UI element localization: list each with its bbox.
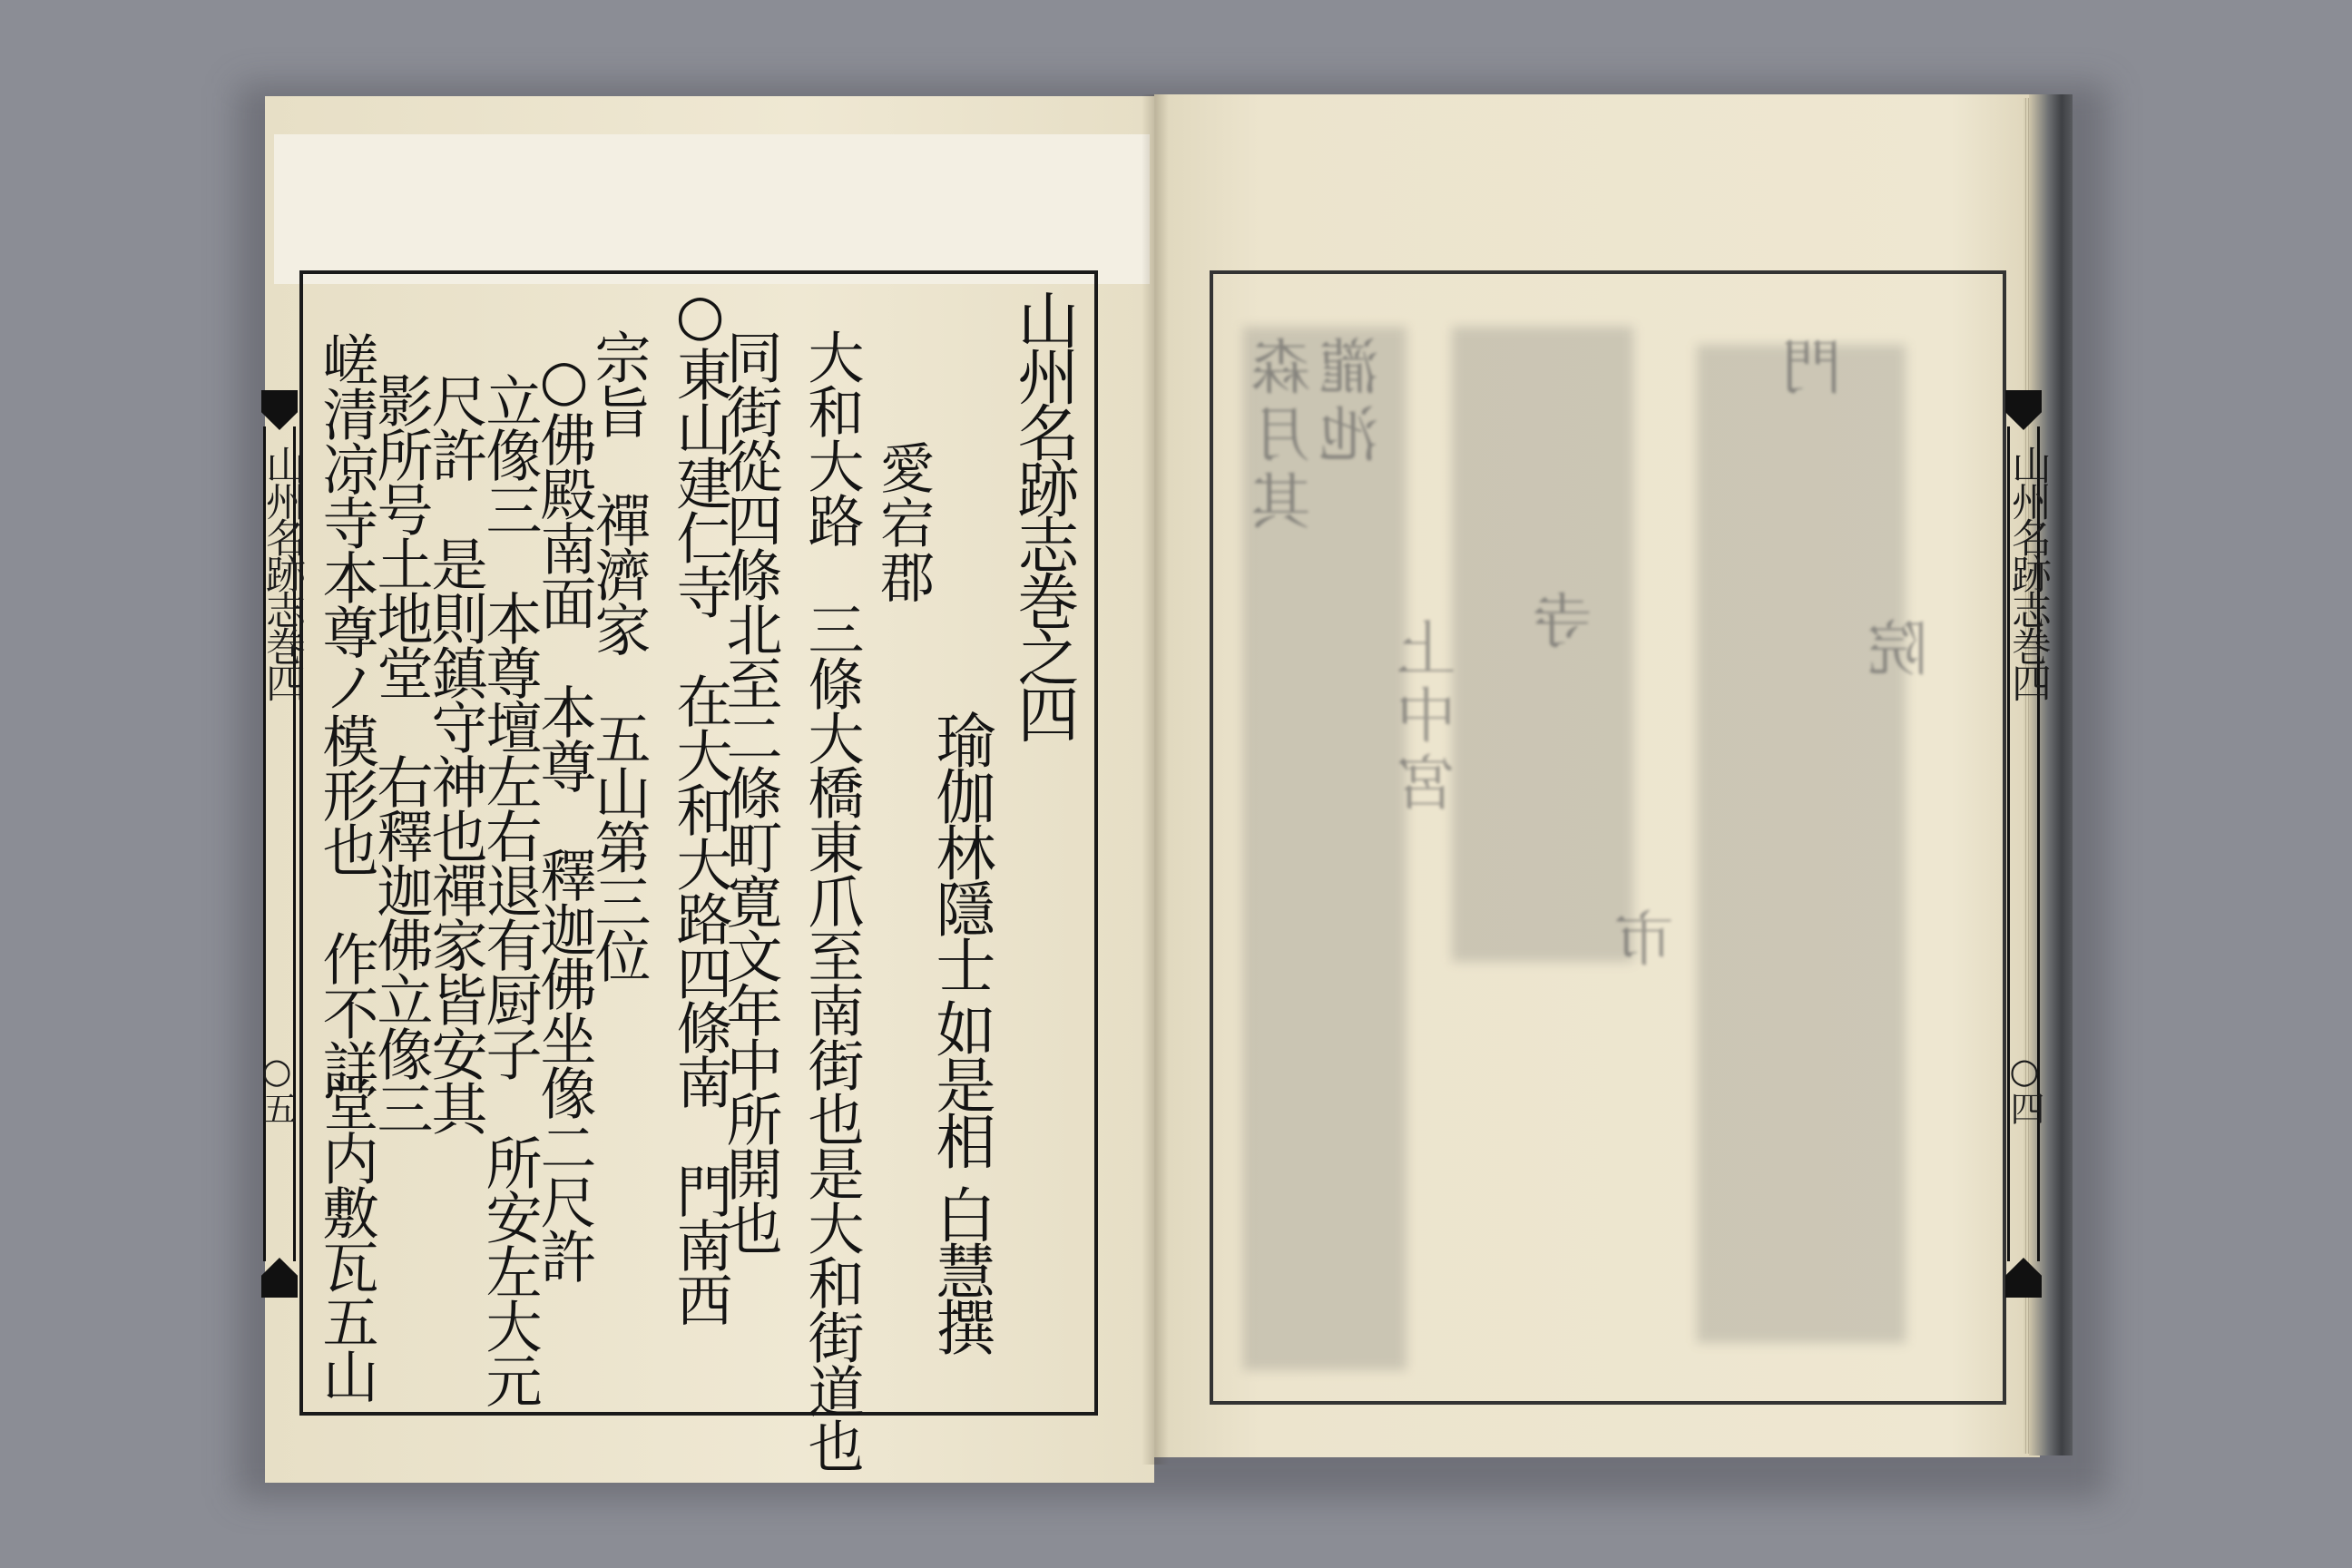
left-margin-title: 山州名跡志巻四	[259, 445, 305, 699]
mast-top-ornament	[261, 390, 298, 430]
text-column-2: 同街從四條北至二條町寛文年中所開也	[717, 328, 783, 1254]
text-column-3: ○東山建仁寺 在大和大路四條南 門南西	[667, 281, 733, 1326]
author-line-1: 瑜伽林隱士	[926, 710, 995, 991]
author-line-3: 白慧撰	[926, 1184, 995, 1353]
text-column-5: ○佛殿南面 本尊 釋迦佛坐像二尺許	[531, 347, 597, 1282]
text-column-9: 嵯清凉寺本尊ノ模形也 作不詳	[313, 331, 379, 1093]
book-gutter	[1142, 94, 1169, 1465]
text-column-4: 宗旨 禪濟家 五山第三位	[585, 328, 652, 982]
mast-bottom-ornament	[261, 1258, 298, 1298]
bleed-through-shadow	[1697, 345, 1906, 1343]
right-margin-title: 山州名跡志巻四	[2004, 445, 2051, 699]
text-column-1: 大和大路 三條大橋東爪至南街也是大和街道也	[799, 328, 865, 1472]
bleed-through-text: 門	[1782, 336, 1852, 403]
author-line-2: 如是相	[926, 998, 995, 1167]
text-column-7: 尺許 是則鎮守神也禪家皆安其	[422, 372, 488, 1134]
text-column-10: 堂内敷瓦五山	[313, 1075, 379, 1402]
bleed-through-text: 市	[1614, 907, 1684, 975]
mast-top-ornament	[2005, 390, 2042, 430]
bleed-through-text: 瀧池	[1319, 336, 1389, 470]
bleed-through-text: 上中宮	[1396, 617, 1466, 818]
district-heading: 愛宕郡	[871, 440, 935, 603]
left-margin-page-number: ○五	[257, 1051, 297, 1125]
right-margin-page-number: ○四	[2004, 1051, 2044, 1125]
bleed-through-text: 森月其	[1251, 336, 1321, 537]
volume-title: 山州名跡志巻之四	[1007, 289, 1079, 739]
bleed-through-text: 院	[1868, 617, 1938, 684]
text-column-6: 立像三 本尊壇左右退有厨子 所安左大元	[476, 372, 543, 1406]
text-column-8: 影所号土地堂 右釋迦佛立像三	[368, 372, 434, 1134]
bleed-through-text: 寺	[1533, 590, 1602, 657]
mast-bottom-ornament	[2005, 1258, 2042, 1298]
paper-slip	[274, 134, 1150, 284]
